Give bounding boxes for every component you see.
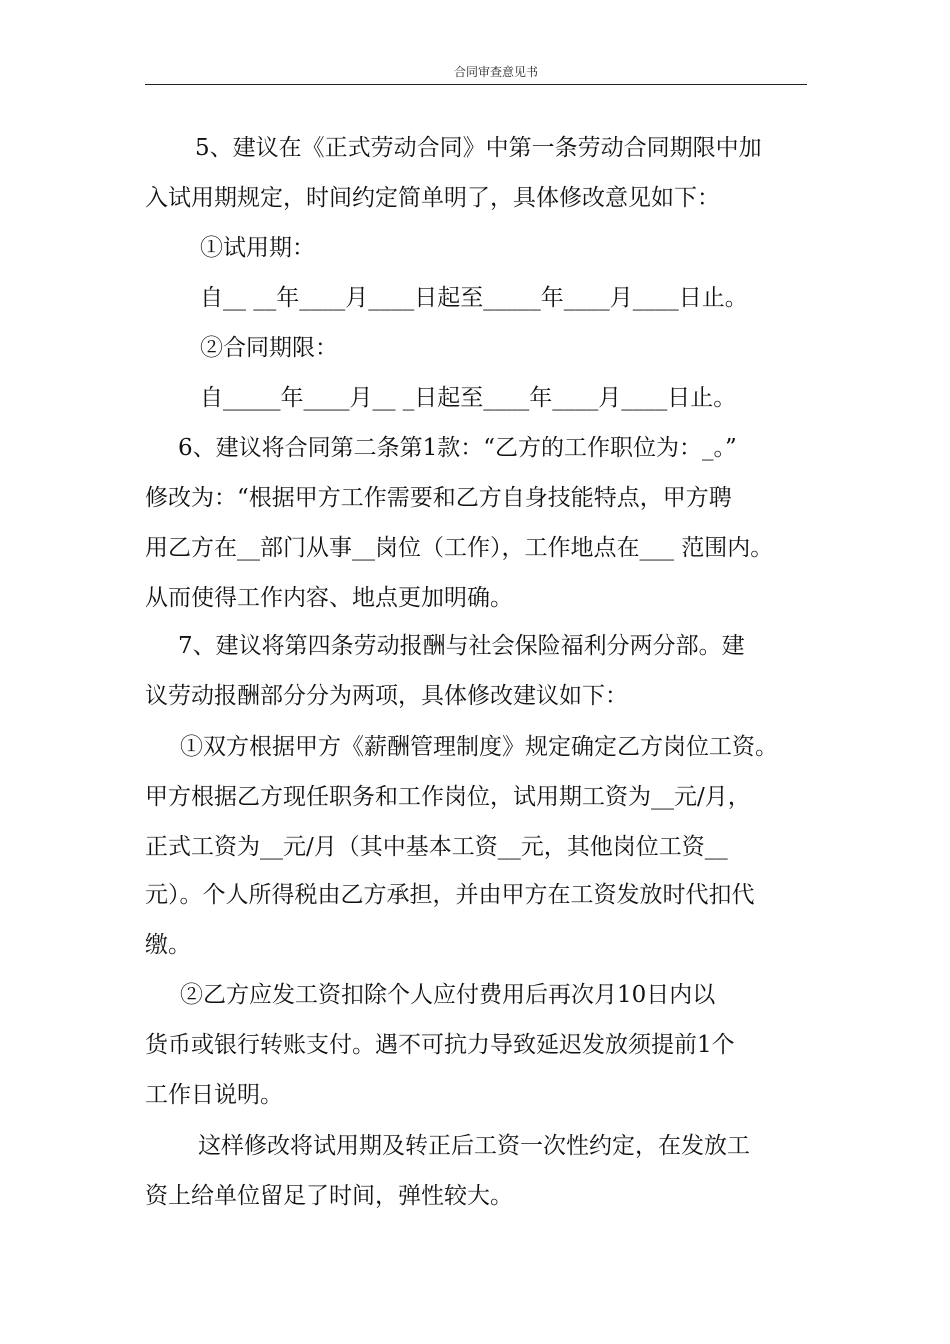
item-2-line-2: 货币或银行转账支付。遇不可抗力导致延迟发放须提前1个 xyxy=(145,1032,735,1058)
item-2-line-1: ②乙方应发工资扣除个人应付费用后再次月10日内以 xyxy=(180,982,716,1008)
item-1-line-3: 正式工资为__元/月（其中基本工资__元，其他岗位工资__ xyxy=(145,834,728,860)
paragraph-7-line-1: 7、建议将第四条劳动报酬与社会保险福利分两分部。建 xyxy=(178,633,745,659)
header-title: 合同审查意见书 xyxy=(453,65,538,79)
item-1-line-5: 缴。 xyxy=(145,932,191,958)
item-1-line-4: 元）。个人所得税由乙方承担，并由甲方在工资发放时代扣代 xyxy=(145,882,755,908)
summary-line-2: 资上给单位留足了时间，弹性较大。 xyxy=(145,1183,513,1209)
contract-term-dates: 自_____年____月__ _日起至____年____月____日止。 xyxy=(200,385,737,411)
paragraph-6-line-3: 用乙方在__部门从事__岗位（工作），工作地点在___ 范围内。 xyxy=(145,535,774,561)
summary-line-1: 这样修改将试用期及转正后工资一次性约定，在发放工 xyxy=(198,1133,750,1159)
item-2-line-3: 工作日说明。 xyxy=(145,1082,283,1108)
page-header xyxy=(145,64,807,85)
paragraph-7-line-2: 议劳动报酬部分分为两项，具体修改建议如下： xyxy=(145,683,628,709)
trial-period-label: ①试用期： xyxy=(200,235,315,261)
paragraph-6-line-4: 从而使得工作内容、地点更加明确。 xyxy=(145,585,513,611)
paragraph-6-line-1: 6、建议将合同第二条第1款：“乙方的工作职位为：_。” xyxy=(178,435,737,461)
trial-period-dates: 自__ __年____月____日起至_____年____月____日止。 xyxy=(200,285,748,311)
paragraph-6-line-2: 修改为：“根据甲方工作需要和乙方自身技能特点，甲方聘 xyxy=(145,485,732,511)
paragraph-5-line-1: 5、建议在《正式劳动合同》中第一条劳动合同期限中加 xyxy=(195,135,762,161)
item-1-line-1: ①双方根据甲方《薪酬管理制度》规定确定乙方岗位工资。 xyxy=(180,734,778,760)
contract-term-label: ②合同期限： xyxy=(200,335,338,361)
paragraph-5-line-2: 入试用期规定，时间约定简单明了，具体修改意见如下： xyxy=(145,185,720,211)
item-1-line-2: 甲方根据乙方现任职务和工作岗位，试用期工资为__元/月， xyxy=(145,784,751,810)
